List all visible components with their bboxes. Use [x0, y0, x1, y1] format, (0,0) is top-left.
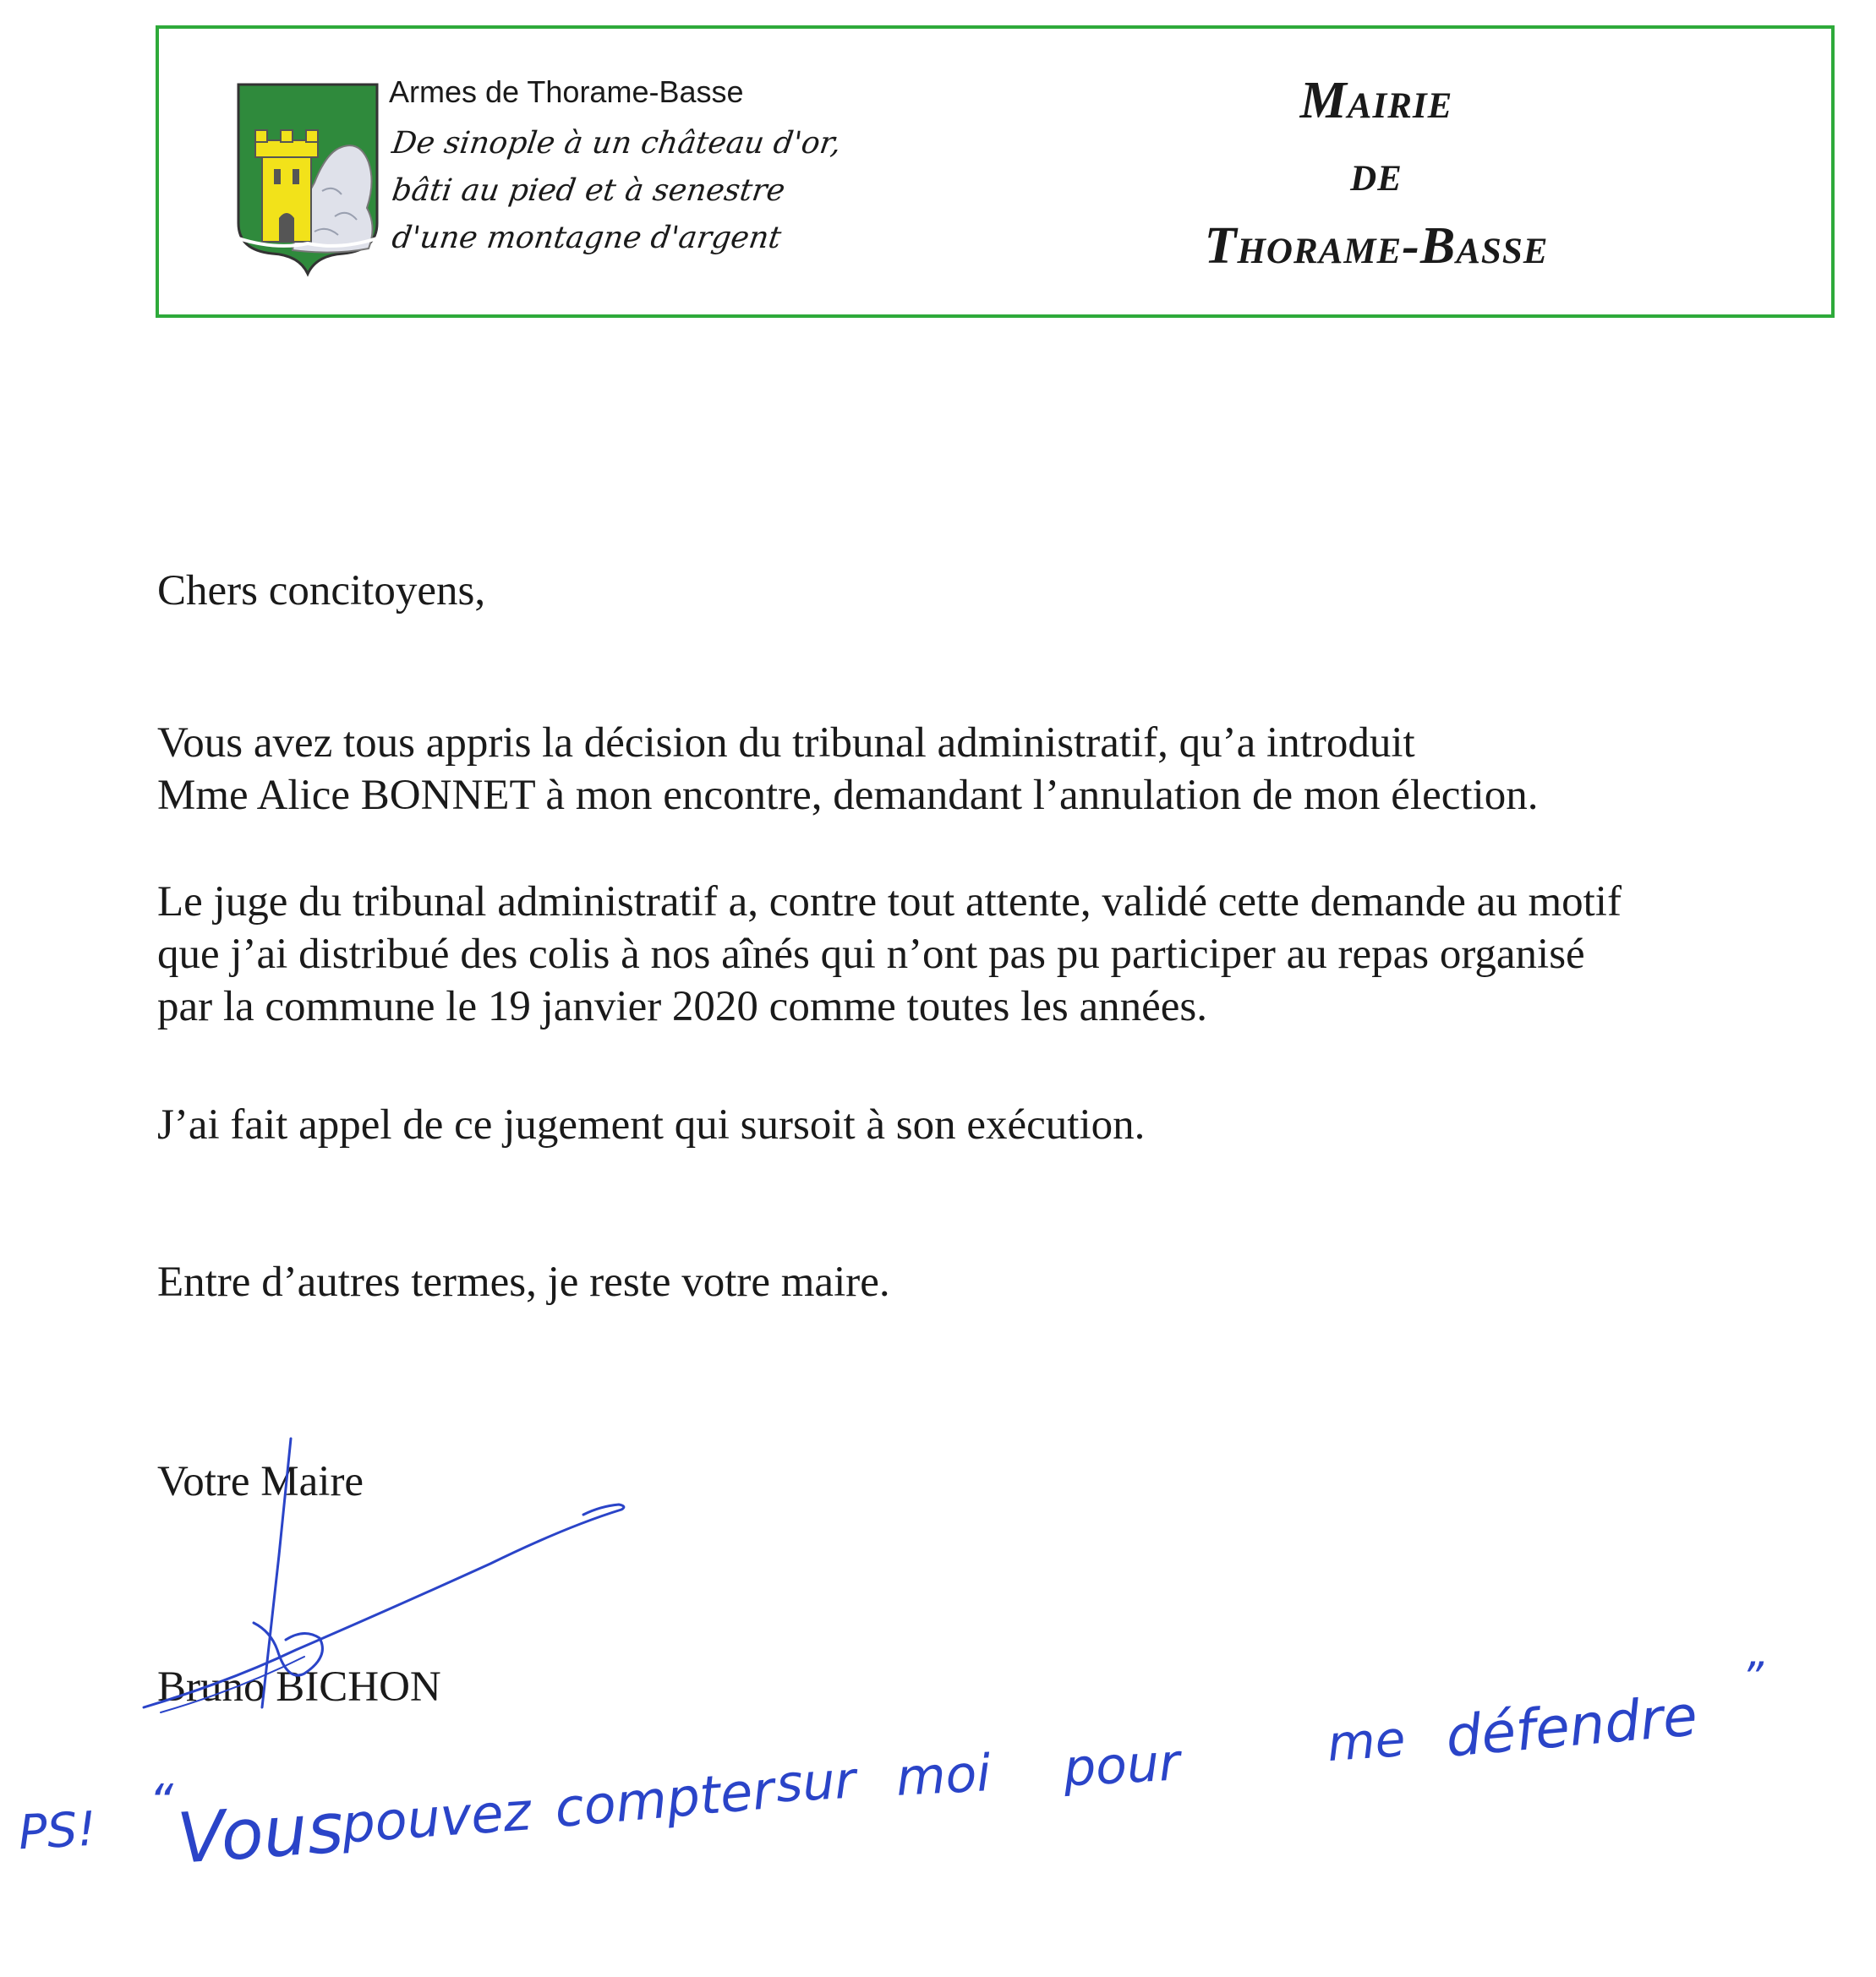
ps-label: PS! [17, 1801, 98, 1861]
ps-word: me [1325, 1709, 1408, 1773]
paragraph [157, 876, 1622, 1033]
ps-word: pour [1062, 1733, 1182, 1799]
handwritten-signature [127, 1428, 651, 1733]
paragraph-line: Le juge du tribunal administratif a, contre tout attente, validé cette demande au motif [157, 878, 1622, 926]
arms-motto [389, 120, 844, 262]
paragraph-line: J’ai fait appel de ce jugement qui sursoit à son exécution. [157, 1101, 1146, 1149]
paragraph-line: Mme Alice BONNET à mon encontre, demandant l’annulation de mon élection. [157, 772, 1539, 819]
ps-open-quote: “ [149, 1775, 174, 1830]
greeting: Chers concitoyens, [157, 567, 486, 614]
paragraph [157, 717, 1538, 822]
ps-word: compter [552, 1758, 777, 1840]
paragraph [157, 1099, 1145, 1151]
arms-motto-line: De sinople à un château d'or, [390, 126, 844, 161]
ps-word: Vous [174, 1788, 347, 1880]
arms-motto-line: bâti au pied et à senestre [390, 173, 788, 208]
coat-of-arms-icon [233, 81, 382, 277]
arms-title: Armes de Thorame-Basse [389, 74, 744, 109]
ps-word: sur [774, 1750, 857, 1815]
paragraph-line: Entre d’autres termes, je reste votre maire. [157, 1259, 890, 1306]
letterhead [156, 25, 1835, 318]
paragraph-line: par la commune le 19 janvier 2020 comme toutes les années. [157, 983, 1208, 1030]
ps-word: pouvez [339, 1780, 533, 1855]
town-hall-title [1131, 64, 1622, 282]
town-hall-title-line: Mairie [1299, 72, 1453, 129]
town-hall-title-line: de [1350, 145, 1403, 202]
paragraph-line: Vous avez tous appris la décision du tribunal administratif, qu’a introduit [157, 719, 1415, 767]
arms-motto-line: d'une montagne d'argent [390, 221, 784, 255]
signer-name: Bruno BICHON [157, 1663, 441, 1711]
closing: Votre Maire [157, 1458, 364, 1505]
paragraph [157, 1256, 890, 1308]
ps-word: moi [894, 1744, 993, 1808]
ps-word: défendre [1443, 1683, 1700, 1770]
ps-close-quote: ” [1742, 1653, 1764, 1702]
town-hall-title-line: Thorame-Basse [1204, 217, 1549, 275]
paragraph-line: que j’ai distribué des colis à nos aînés qui n’ont pas pu participer au repas organisé [157, 931, 1585, 978]
